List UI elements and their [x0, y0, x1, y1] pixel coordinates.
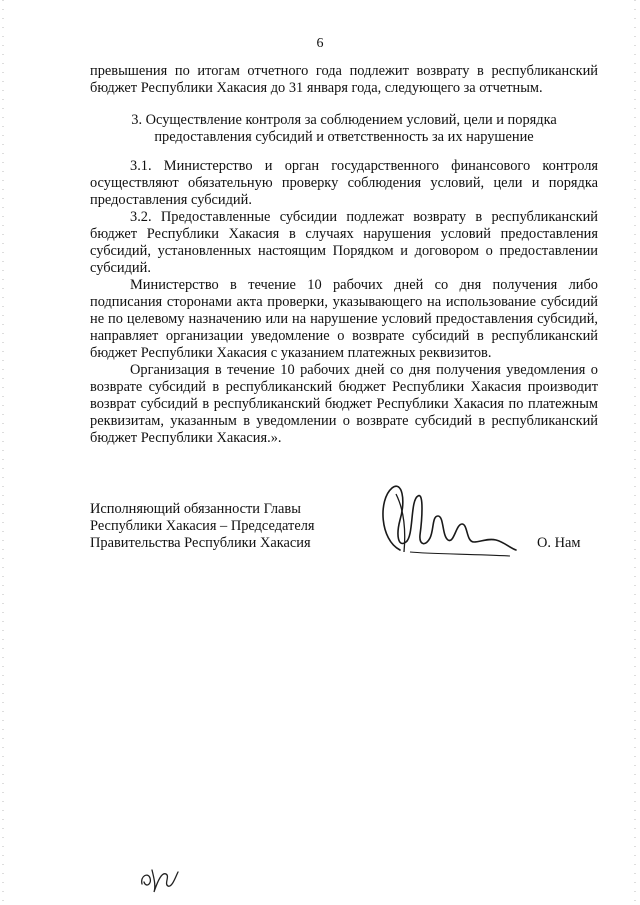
intro-text: превышения по итогам отчетного года подлежит возврату в республиканский бюджет Республики Хакасия до 31 января года, следующего за отчетным. [90, 63, 598, 96]
right-margin-scan-marks [634, 0, 636, 905]
handwritten-signature [370, 480, 520, 570]
intro-paragraph [90, 63, 598, 97]
signatory-title-line-2: Республики Хакасия – Председателя [90, 518, 315, 534]
signatory-name: О. Нам [537, 535, 581, 551]
signatory-title [90, 501, 315, 552]
section-heading-line-1: 3. Осуществление контроля за соблюдением условий, цели и порядка [131, 112, 557, 128]
paragraph-notice: Министерство в течение 10 рабочих дней со дня получения либо подписания сторонами акта проверки, указывающего на использование субсидий не по целевому назначению или на нарушение условий предоставления субсидий, направляет организации уведомление о возврате субсидий в республиканский бюджет Республики Хакасия с указанием платежных реквизитов. [90, 277, 598, 361]
paragraph-3-2: 3.2. Предоставленные субсидии подлежат возврату в республиканский бюджет Республики Хакасия в случаях нарушения условий предоставления субсидий, установленных настоящим Порядком и договором о предоставлении субсидий. [90, 209, 598, 276]
left-margin-scan-marks [2, 0, 4, 905]
section-heading-line-2: предоставления субсидий и ответственность за их нарушение [154, 129, 534, 145]
signatory-title-line-3: Правительства Республики Хакасия [90, 535, 311, 551]
paragraph-refund: Организация в течение 10 рабочих дней со дня получения уведомления о возврате субсидий в республиканский бюджет Республики Хакасия производит возврат субсидий в республиканский бюджет Республики Хакасия по платежным реквизитам, указанным в уведомлении о возврате субсидий в республиканский бюджет Республики Хакасия.». [90, 362, 598, 446]
signatory-title-line-1: Исполняющий обязанности Главы [90, 501, 301, 517]
section-body [90, 158, 598, 447]
page-number: 6 [316, 36, 324, 51]
handwritten-initials [138, 862, 182, 894]
paragraph-3-1: 3.1. Министерство и орган государственного финансового контроля осуществляют обязательную проверку соблюдения условий, цели и порядка предоставления субсидий. [90, 158, 598, 208]
section-heading [90, 112, 598, 146]
